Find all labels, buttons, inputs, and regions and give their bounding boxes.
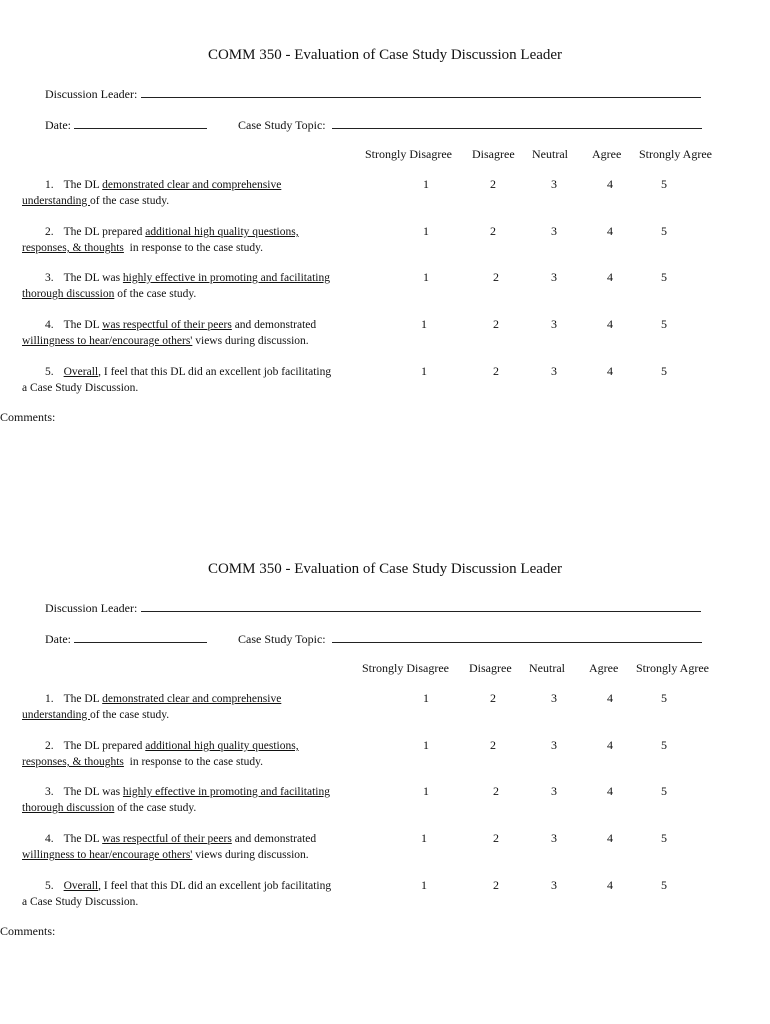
rating-4-option-4[interactable]: 4	[607, 317, 613, 331]
rating-1-option-5[interactable]: 5	[661, 691, 667, 705]
item-text: of the case study.	[114, 288, 197, 300]
rating-2-option-5[interactable]: 5	[661, 224, 667, 238]
rating-1-option-2[interactable]: 2	[490, 691, 496, 705]
item-emphasis: willingness to hear/encourage others'	[22, 849, 193, 861]
item-emphasis: highly effective in promoting and facilitating	[122, 272, 330, 284]
rating-item-3	[22, 270, 367, 302]
rating-5-option-4[interactable]: 4	[607, 364, 613, 378]
date-input-line[interactable]	[74, 116, 207, 129]
rating-2-option-5[interactable]: 5	[661, 738, 667, 752]
case-study-topic-label: Case Study Topic:	[238, 632, 326, 646]
rating-2-option-4[interactable]: 4	[607, 738, 613, 752]
header-strongly-agree: Strongly Agree	[639, 147, 712, 161]
rating-3-option-3[interactable]: 3	[551, 270, 557, 284]
rating-1-option-2[interactable]: 2	[490, 177, 496, 191]
rating-1-option-4[interactable]: 4	[607, 691, 613, 705]
item-emphasis: understanding	[22, 195, 91, 207]
item-text: views during discussion.	[192, 335, 309, 347]
date-input-line[interactable]	[74, 630, 207, 643]
rating-4-option-2[interactable]: 2	[493, 831, 499, 845]
discussion-leader-input-line[interactable]	[141, 599, 701, 612]
rating-item-1	[22, 177, 367, 209]
item-text: a Case Study Discussion.	[22, 896, 139, 908]
rating-3-option-4[interactable]: 4	[607, 270, 613, 284]
case-study-topic-label: Case Study Topic:	[238, 118, 326, 132]
header-disagree: Disagree	[472, 147, 515, 161]
item-emphasis: Overall	[63, 880, 99, 892]
rating-3-option-5[interactable]: 5	[661, 784, 667, 798]
item-text: in response to the case study.	[123, 242, 264, 254]
rating-2-option-2[interactable]: 2	[490, 224, 496, 238]
item-emphasis: responses, & thoughts	[22, 242, 124, 254]
item-text: The DL	[63, 179, 103, 191]
evaluation-form-1	[0, 0, 770, 440]
rating-5-option-4[interactable]: 4	[607, 878, 613, 892]
header-agree: Agree	[592, 147, 622, 161]
item-text: , I feel that this DL did an excellent job facilitating	[98, 880, 332, 892]
comments-label: Comments:	[0, 410, 56, 424]
item-number: 3.	[45, 272, 54, 284]
discussion-leader-field	[45, 85, 701, 102]
item-text: a Case Study Discussion.	[22, 382, 139, 394]
rating-5-option-1[interactable]: 1	[421, 878, 427, 892]
item-emphasis: demonstrated clear and comprehensive	[102, 179, 282, 191]
item-text: views during discussion.	[192, 849, 309, 861]
rating-2-option-1[interactable]: 1	[423, 224, 429, 238]
rating-5-option-2[interactable]: 2	[493, 364, 499, 378]
item-emphasis: highly effective in promoting and facilitating	[122, 786, 330, 798]
item-text: The DL prepared	[63, 226, 146, 238]
rating-item-5	[22, 878, 367, 910]
item-emphasis: additional high quality questions,	[145, 740, 299, 752]
item-number: 5.	[45, 880, 54, 892]
case-study-topic-input-line[interactable]	[332, 116, 702, 129]
item-emphasis: thorough discussion	[22, 802, 115, 814]
rating-item-4	[22, 831, 367, 863]
item-emphasis: thorough discussion	[22, 288, 115, 300]
rating-1-option-3[interactable]: 3	[551, 691, 557, 705]
case-study-topic-input-line[interactable]	[332, 630, 702, 643]
form-title: COMM 350 - Evaluation of Case Study Discussion Leader	[207, 561, 563, 577]
rating-1-option-1[interactable]: 1	[423, 691, 429, 705]
item-emphasis: understanding	[22, 709, 91, 721]
evaluation-form-2	[0, 514, 770, 954]
rating-3-option-3[interactable]: 3	[551, 784, 557, 798]
date-field	[45, 630, 207, 647]
rating-1-option-4[interactable]: 4	[607, 177, 613, 191]
item-text: The DL prepared	[63, 740, 146, 752]
header-strongly-agree: Strongly Agree	[636, 661, 709, 675]
header-agree: Agree	[589, 661, 619, 675]
item-text: , I feel that this DL did an excellent job facilitating	[98, 366, 332, 378]
item-text: The DL	[63, 833, 103, 845]
rating-item-1	[22, 691, 367, 723]
item-emphasis: was respectful of their peers	[102, 319, 232, 331]
rating-5-option-2[interactable]: 2	[493, 878, 499, 892]
item-emphasis: was respectful of their peers	[102, 833, 232, 845]
rating-item-3	[22, 784, 367, 816]
date-field	[45, 116, 207, 133]
item-number: 2.	[45, 226, 54, 238]
rating-item-2	[22, 224, 367, 256]
item-text: and demonstrated	[231, 833, 317, 845]
rating-1-option-3[interactable]: 3	[551, 177, 557, 191]
rating-3-option-5[interactable]: 5	[661, 270, 667, 284]
item-text: of the case study.	[90, 709, 170, 721]
rating-2-option-2[interactable]: 2	[490, 738, 496, 752]
item-number: 2.	[45, 740, 54, 752]
rating-5-option-5[interactable]: 5	[661, 878, 667, 892]
item-text: The DL was	[63, 786, 123, 798]
rating-5-option-1[interactable]: 1	[421, 364, 427, 378]
item-emphasis: willingness to hear/encourage others'	[22, 335, 193, 347]
header-strongly-disagree: Strongly Disagree	[365, 147, 452, 161]
rating-3-option-1[interactable]: 1	[423, 784, 429, 798]
discussion-leader-field	[45, 599, 701, 616]
item-number: 3.	[45, 786, 54, 798]
rating-4-option-1[interactable]: 1	[421, 317, 427, 331]
header-strongly-disagree: Strongly Disagree	[362, 661, 449, 675]
rating-5-option-3[interactable]: 3	[551, 364, 557, 378]
item-number: 4.	[45, 319, 54, 331]
rating-4-option-1[interactable]: 1	[421, 831, 427, 845]
discussion-leader-label: Discussion Leader:	[45, 601, 138, 615]
item-number: 1.	[45, 693, 54, 705]
rating-5-option-3[interactable]: 3	[551, 878, 557, 892]
rating-2-option-4[interactable]: 4	[607, 224, 613, 238]
rating-4-option-2[interactable]: 2	[493, 317, 499, 331]
rating-4-option-4[interactable]: 4	[607, 831, 613, 845]
item-emphasis: additional high quality questions,	[145, 226, 299, 238]
case-study-topic-field	[238, 116, 702, 133]
header-disagree: Disagree	[469, 661, 512, 675]
rating-1-option-5[interactable]: 5	[661, 177, 667, 191]
rating-5-option-5[interactable]: 5	[661, 364, 667, 378]
rating-4-option-3[interactable]: 3	[551, 317, 557, 331]
rating-2-option-3[interactable]: 3	[551, 738, 557, 752]
rating-3-option-2[interactable]: 2	[493, 270, 499, 284]
item-emphasis: responses, & thoughts	[22, 756, 124, 768]
rating-4-option-5[interactable]: 5	[661, 317, 667, 331]
rating-4-option-5[interactable]: 5	[661, 831, 667, 845]
item-text: of the case study.	[114, 802, 197, 814]
item-emphasis: Overall	[63, 366, 99, 378]
discussion-leader-input-line[interactable]	[141, 85, 701, 98]
rating-3-option-1[interactable]: 1	[423, 270, 429, 284]
item-number: 5.	[45, 366, 54, 378]
item-text: in response to the case study.	[123, 756, 264, 768]
rating-2-option-1[interactable]: 1	[423, 738, 429, 752]
rating-1-option-1[interactable]: 1	[423, 177, 429, 191]
form-title: COMM 350 - Evaluation of Case Study Discussion Leader	[207, 47, 563, 63]
item-text: of the case study.	[90, 195, 170, 207]
case-study-topic-field	[238, 630, 702, 647]
rating-item-4	[22, 317, 367, 349]
item-text: The DL	[63, 693, 103, 705]
date-label: Date:	[45, 632, 71, 646]
comments-label: Comments:	[0, 924, 56, 938]
header-neutral: Neutral	[532, 147, 568, 161]
date-label: Date:	[45, 118, 71, 132]
rating-item-2	[22, 738, 367, 770]
item-emphasis: demonstrated clear and comprehensive	[102, 693, 282, 705]
discussion-leader-label: Discussion Leader:	[45, 87, 138, 101]
item-text: The DL was	[63, 272, 123, 284]
item-text: and demonstrated	[231, 319, 317, 331]
rating-4-option-3[interactable]: 3	[551, 831, 557, 845]
item-number: 1.	[45, 179, 54, 191]
rating-2-option-3[interactable]: 3	[551, 224, 557, 238]
header-neutral: Neutral	[529, 661, 565, 675]
rating-item-5	[22, 364, 367, 396]
item-number: 4.	[45, 833, 54, 845]
item-text: The DL	[63, 319, 103, 331]
rating-3-option-4[interactable]: 4	[607, 784, 613, 798]
rating-3-option-2[interactable]: 2	[493, 784, 499, 798]
